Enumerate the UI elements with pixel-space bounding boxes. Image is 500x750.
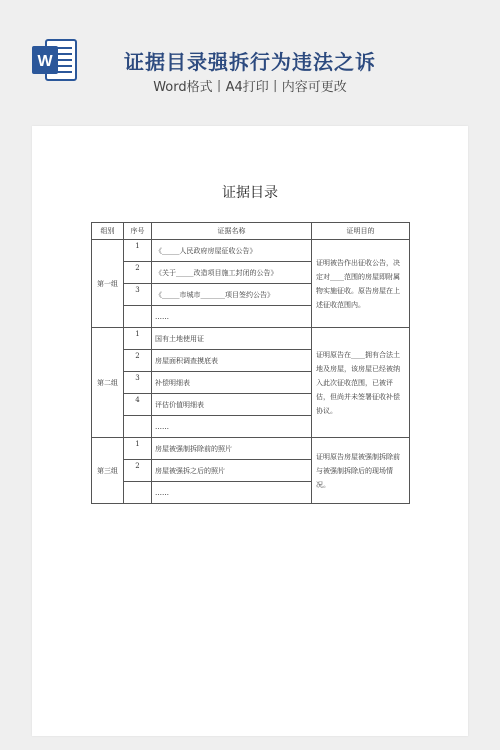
group-name: 第二组 xyxy=(92,328,124,438)
item-no: 1 xyxy=(124,328,152,350)
doc-subtitle: Word格式丨A4打印丨内容可更改 xyxy=(153,80,347,95)
item-name: 国有土地使用证 xyxy=(152,328,312,350)
item-name: 补偿明细表 xyxy=(152,372,312,394)
table-header-row xyxy=(92,223,410,240)
item-name: …… xyxy=(152,482,312,504)
item-no: 1 xyxy=(124,438,152,460)
item-name: 《_____市城市_______项目签约公告》 xyxy=(152,284,312,306)
group-name: 第一组 xyxy=(92,240,124,328)
item-name: …… xyxy=(152,416,312,438)
header xyxy=(0,0,500,110)
item-name: 房屋被强制拆除前的照片 xyxy=(152,438,312,460)
item-name: 《_____人民政府房屋征收公告》 xyxy=(152,240,312,262)
item-name: 《关于_____改造项目施工封闭的公告》 xyxy=(152,262,312,284)
item-name: 房屋面积调查摸底表 xyxy=(152,350,312,372)
item-no xyxy=(124,482,152,504)
doc-title: 证据目录强拆行为违法之诉 xyxy=(124,50,376,74)
item-no: 2 xyxy=(124,350,152,372)
item-no: 4 xyxy=(124,394,152,416)
col-header-no: 序号 xyxy=(124,223,152,240)
svg-text:W: W xyxy=(37,53,53,70)
item-no: 3 xyxy=(124,284,152,306)
page-title: 证据目录 xyxy=(222,185,278,201)
item-no xyxy=(124,416,152,438)
document-page xyxy=(32,126,468,736)
col-header-name: 证据名称 xyxy=(152,223,312,240)
group-name: 第三组 xyxy=(92,438,124,504)
group-purpose: 证明原告在____拥有合法土地及房屋，该房屋已经被纳入此次征收范围，已被评估，但尚并未签署征收补偿协议。 xyxy=(312,328,410,438)
group-purpose: 证明原告房屋被强制拆除前与被强制拆除后的现场情况。 xyxy=(312,438,410,504)
group-purpose: 证明被告作出征收公告，决定对____范围的房屋即附属物实施征收。原告房屋在上述征收范围内。 xyxy=(312,240,410,328)
item-no xyxy=(124,306,152,328)
item-name: 房屋被强拆之后的照片 xyxy=(152,460,312,482)
item-name: 评估价值明细表 xyxy=(152,394,312,416)
table-row xyxy=(92,438,410,460)
table-row xyxy=(92,328,410,350)
item-no: 2 xyxy=(124,460,152,482)
table-row xyxy=(92,240,410,262)
item-no: 2 xyxy=(124,262,152,284)
col-header-group: 组别 xyxy=(92,223,124,240)
col-header-purpose: 证明目的 xyxy=(312,223,410,240)
item-no: 3 xyxy=(124,372,152,394)
item-name: …… xyxy=(152,306,312,328)
item-no: 1 xyxy=(124,240,152,262)
evidence-table xyxy=(91,222,410,504)
